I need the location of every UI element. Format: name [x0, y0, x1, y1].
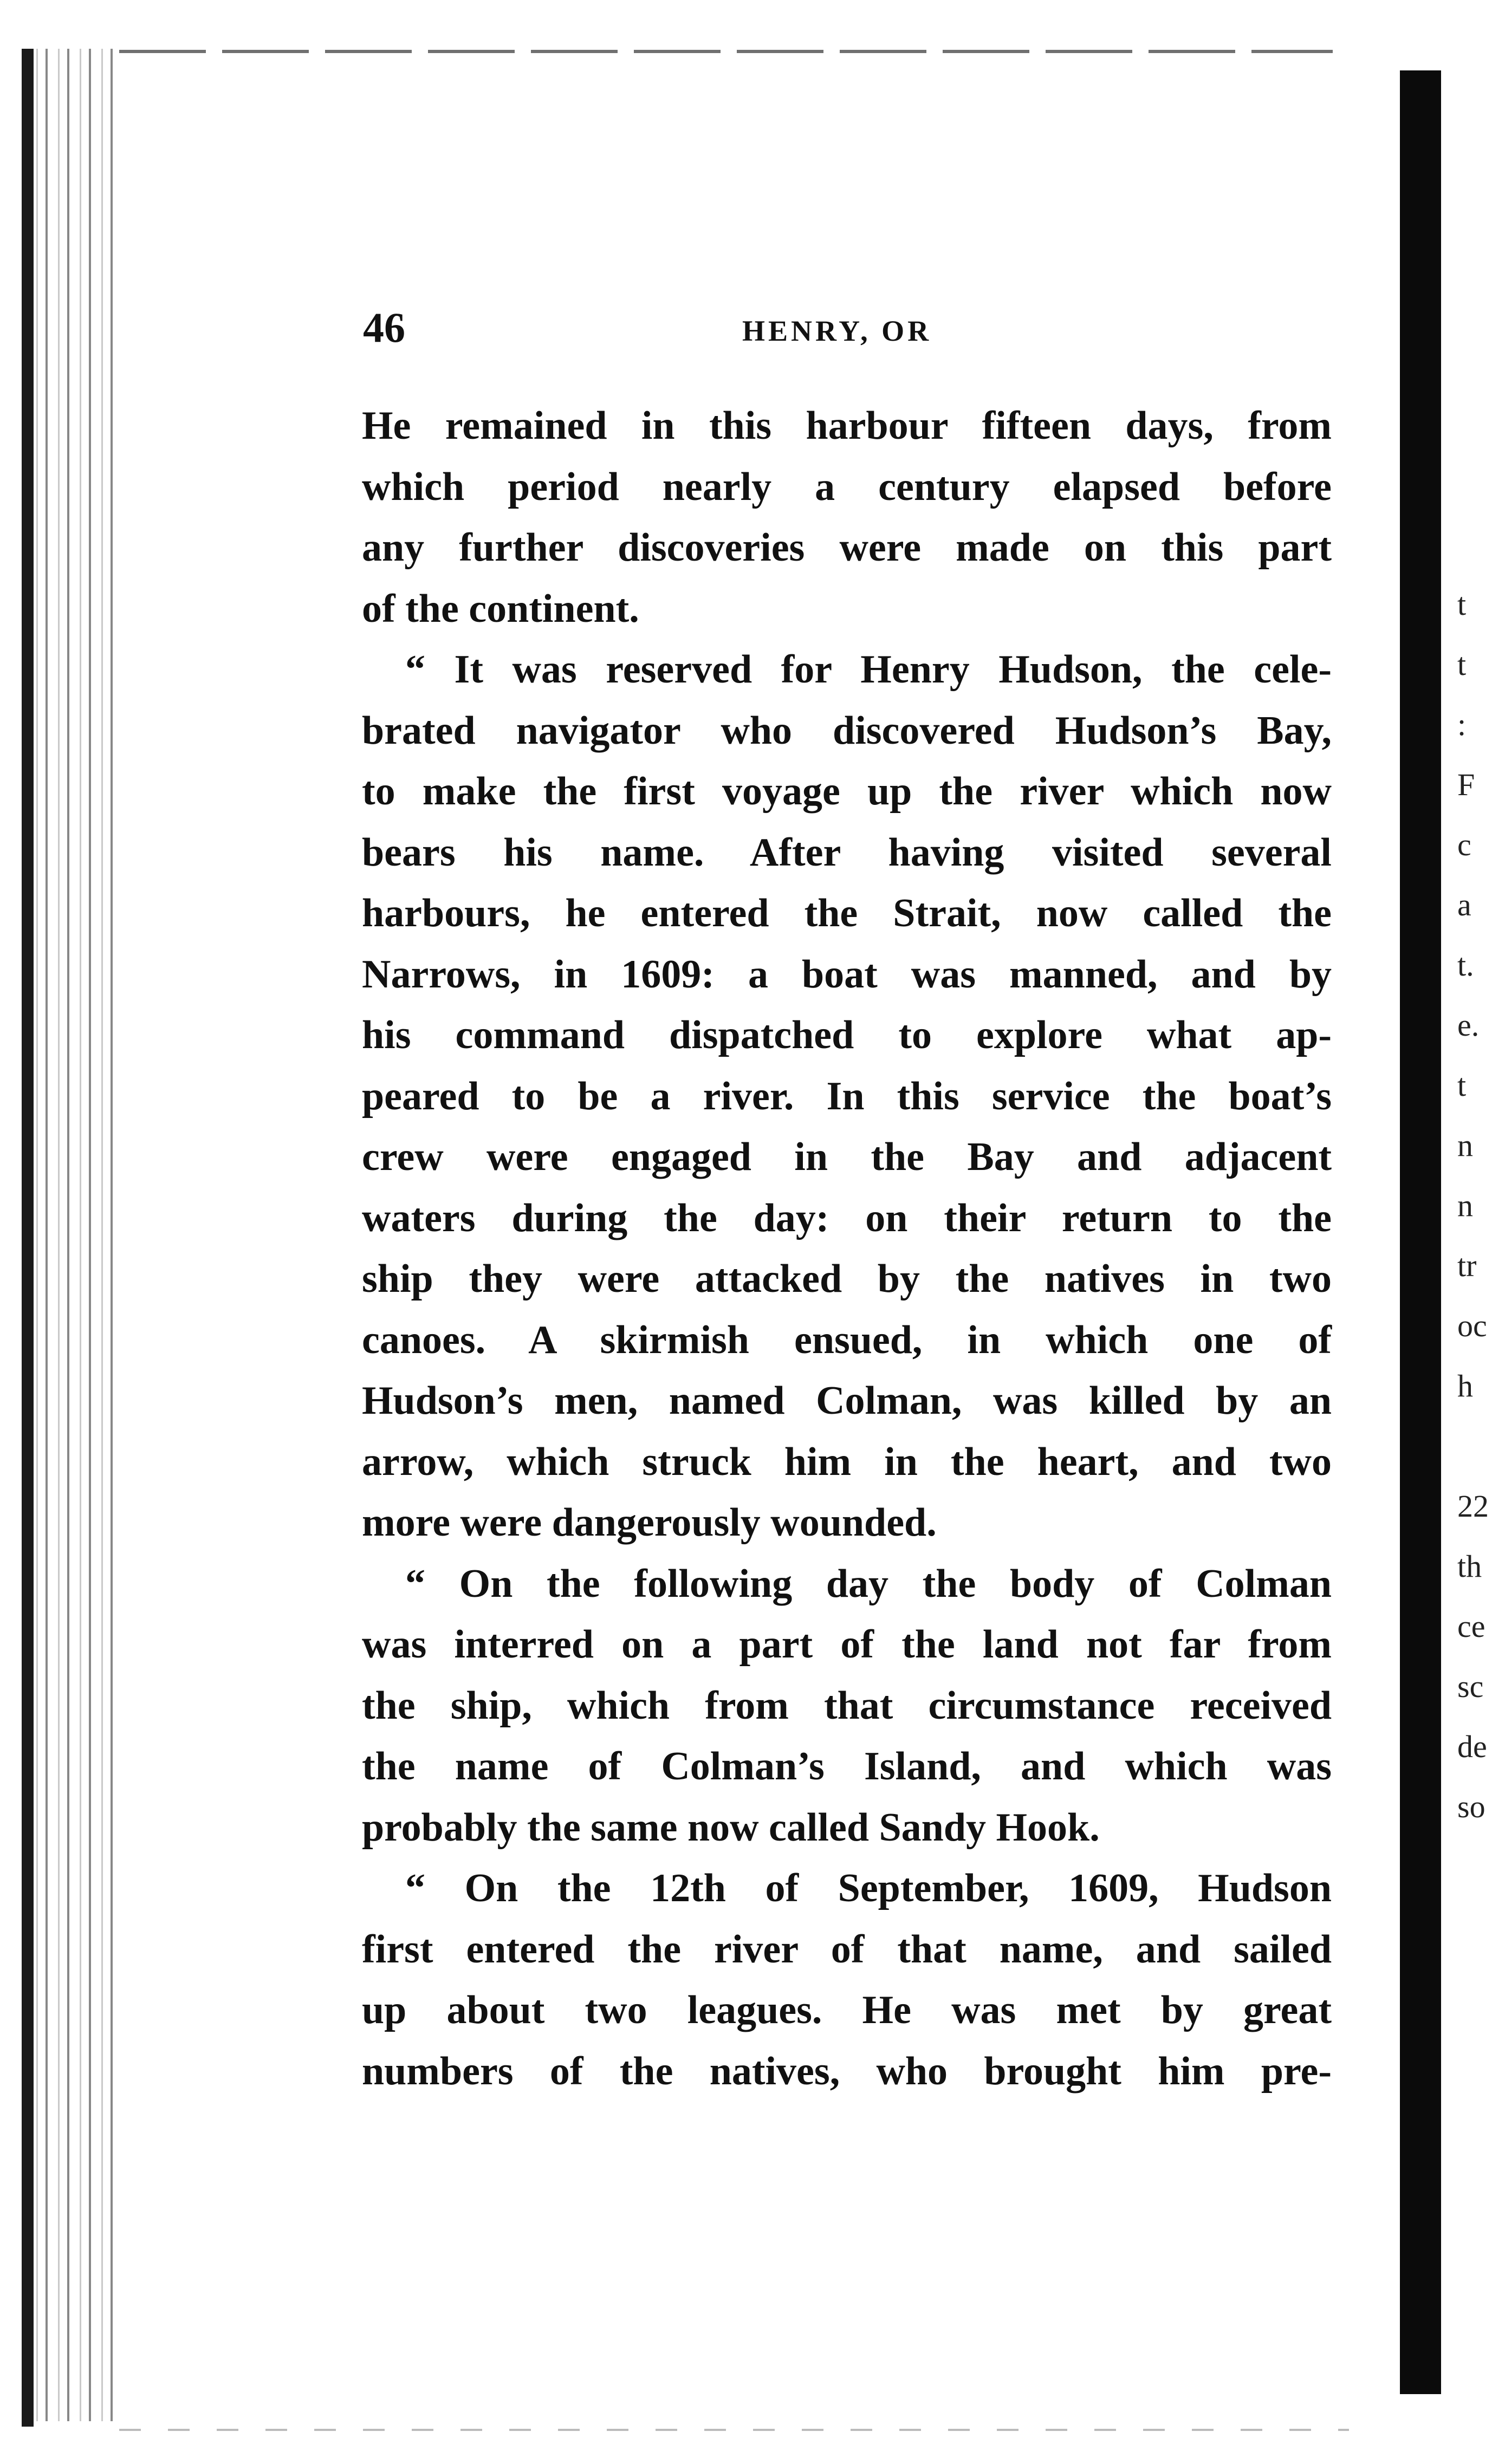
next-page-fragment: n [1457, 1128, 1473, 1163]
text-line: probably the same now called Sandy Hook. [362, 1805, 1100, 1850]
next-page-fragment: oc [1457, 1308, 1487, 1343]
running-title: HENRY, OR [742, 315, 932, 347]
text-line: He remained in this harbour fifteen days, from [362, 404, 1332, 448]
next-page-fragment: sc [1457, 1669, 1484, 1704]
next-page-fragment: t [1457, 647, 1467, 682]
scan-bottom-edge [119, 2429, 1349, 2431]
next-page-fragment: t [1457, 1068, 1467, 1103]
text-line: to make the first voyage up the river which now [362, 769, 1332, 814]
next-page-fragment: c [1457, 827, 1471, 862]
text-line: Narrows, in 1609: a boat was manned, and by [362, 952, 1332, 997]
page-number: 46 [363, 304, 405, 351]
text-line: was interred on a part of the land not far from [362, 1622, 1332, 1667]
text-line: “ On the following day the body of Colman [405, 1561, 1332, 1606]
text-line: the name of Colman’s Island, and which was [362, 1744, 1332, 1789]
next-page-fragment: e. [1457, 1007, 1480, 1043]
text-line: bears his name. After having visited several [362, 830, 1332, 875]
text-line: more were dangerously wounded. [362, 1500, 937, 1545]
running-head [363, 303, 1338, 352]
next-page-fragment: F [1457, 767, 1475, 802]
text-line: arrow, which struck him in the heart, and two [362, 1439, 1332, 1484]
text-line: harbours, he entered the Strait, now called the [362, 891, 1332, 935]
text-line: waters during the day: on their return to the [362, 1195, 1332, 1240]
next-page-fragment: de [1457, 1729, 1487, 1764]
next-page-fragment: th [1457, 1549, 1482, 1584]
next-page-fragment: a [1457, 887, 1471, 922]
next-page-fragment [1457, 1416, 1492, 1476]
next-page-fragment: n [1457, 1188, 1473, 1223]
text-line: any further discoveries were made on this part [362, 525, 1332, 570]
next-page-fragment: : [1457, 707, 1467, 742]
text-line: crew were engaged in the Bay and adjacent [362, 1135, 1332, 1179]
scan-binding-edge [22, 49, 34, 2427]
next-page-fragment: t [1457, 587, 1467, 622]
text-line: “ On the 12th of September, 1609, Hudson [405, 1866, 1332, 1910]
next-page-fragment: so [1457, 1789, 1485, 1824]
text-line: numbers of the natives, who brought him pre- [362, 2049, 1332, 2094]
text-line: of the continent. [362, 586, 639, 631]
text-line: first entered the river of that name, and sailed [362, 1927, 1332, 1972]
text-line: his command dispatched to explore what ap- [362, 1013, 1332, 1057]
next-page-fragment: h [1457, 1368, 1473, 1403]
next-page-fragment: t. [1457, 947, 1474, 983]
next-page-fragment: tr [1457, 1248, 1477, 1283]
scan-top-edge [119, 50, 1333, 53]
text-line: ship they were attacked by the natives in two [362, 1257, 1332, 1301]
page-fold-shadow [1400, 70, 1441, 2394]
text-line: “ It was reserved for Henry Hudson, the cele- [405, 647, 1332, 692]
text-line: canoes. A skirmish ensued, in which one of [362, 1317, 1332, 1362]
text-line: up about two leagues. He was met by great [362, 1988, 1332, 2032]
next-page-fragment: ce [1457, 1609, 1485, 1644]
text-line: which period nearly a century elapsed before [362, 464, 1332, 509]
text-line: Hudson’s men, named Colman, was killed by an [362, 1379, 1332, 1423]
text-line: peared to be a river. In this service the boat’s [362, 1074, 1332, 1119]
body-text [362, 395, 1332, 2102]
text-line: the ship, which from that circumstance received [362, 1683, 1332, 1728]
text-line: brated navigator who discovered Hudson’s Bay, [362, 708, 1332, 753]
next-page-fragments [1457, 574, 1492, 1824]
next-page-fragment: 22 [1457, 1488, 1489, 1524]
